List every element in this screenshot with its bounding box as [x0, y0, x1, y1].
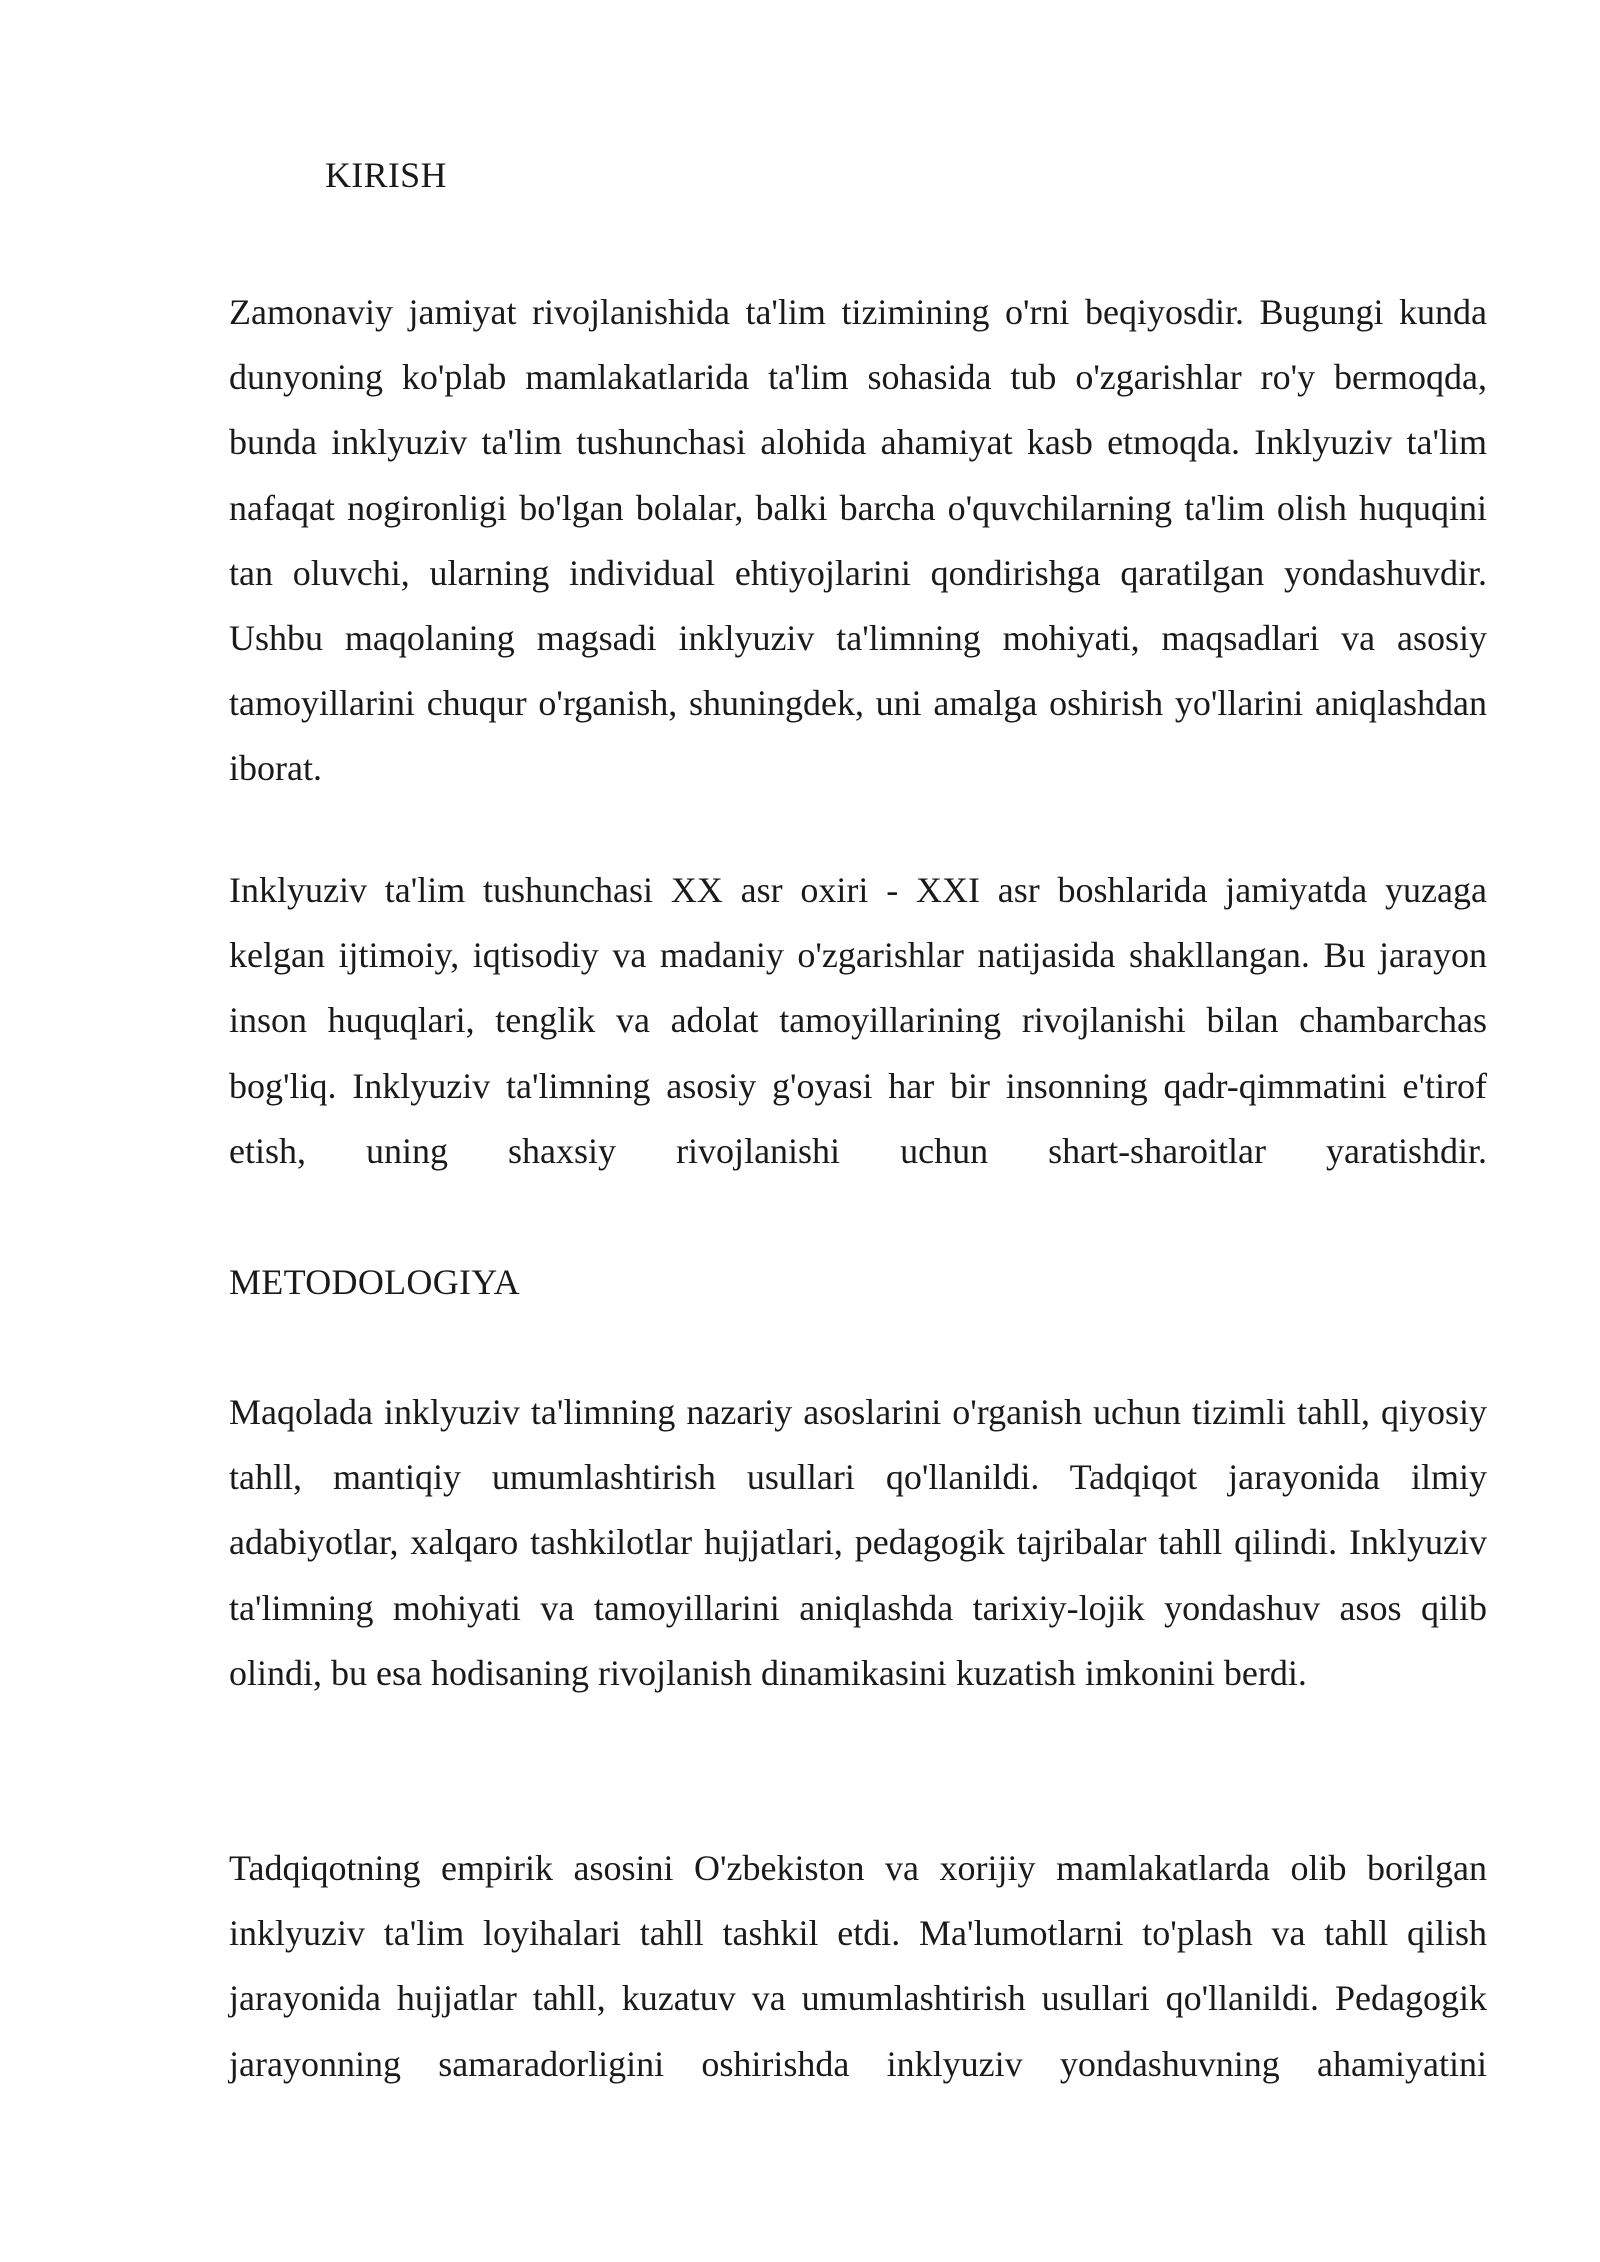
body-paragraph: Tadqiqotning empirik asosini O'zbekiston va xorijiy mamlakatlarda olib borilgan inklyuziv ta'lim loyihalari tahll tashkil etdi. Ma'lumotlarni to'plash va tahll qilish jarayonida hujjatlar tahll, kuzatuv va umumlashtirish usullari qo'llanildi. Pedagogik jarayonning samaradorligini oshirishda inklyuziv yondashuvning ahamiyatini — [229, 1848, 1487, 2084]
body-paragraph: Zamonaviy jamiyat rivojlanishida ta'lim tizimining o'rni beqiyosdir. Bugungi kunda dunyoning ko'plab mamlakatlarida ta'lim sohasida tub o'zgarishlar ro'y bermoqda, bunda inklyuziv ta'lim tushunchasi alohida ahamiyat kasb etmoqda. Inklyuziv ta'lim nafaqat nogironligi bo'lgan bolalar, balki barcha o'quvchilarning ta'lim olish huquqini tan oluvchi, ularning individual ehtiyojlarini qondirishga qaratilgan yondashuvdir. Ushbu maqolaning magsadi inklyuziv ta'limning mohiyati, maqsadlari va asosiy tamoyillarini chuqur o'rganish, shuningdek, uni amalga oshirish yo'llarini aniqlashdan iborat. — [229, 292, 1487, 789]
section-heading-intro: KIRISH — [325, 155, 447, 195]
body-paragraph: Inklyuziv ta'lim tushunchasi XX asr oxiri - XXI asr boshlarida jamiyatda yuzaga kelgan ijtimoiy, iqtisodiy va madaniy o'zgarishlar natijasida shakllangan. Bu jarayon inson huquqlari, tenglik va adolat tamoyillarining rivojlanishi bilan chambarchas bog'liq. Inklyuziv ta'limning asosiy g'oyasi har bir insonning qadr-qimmatini e'tirof etish, uning shaxsiy rivojlanishi uchun shart-sharoitlar yaratishdir. — [229, 870, 1487, 1171]
section-heading-methodology: METODOLOGIYA — [229, 1262, 520, 1302]
body-paragraph: Maqolada inklyuziv ta'limning nazariy asoslarini o'rganish uchun tizimli tahll, qiyosiy tahll, mantiqiy umumlashtirish usullari qo'llanildi. Tadqiqot jarayonida ilmiy adabiyotlar, xalqaro tashkilotlar hujjatlari, pedagogik tajribalar tahll qilindi. Inklyuziv ta'limning mohiyati va tamoyillarini aniqlashda tarixiy-lojik yondashuv asos qilib olindi, bu esa hodisaning rivojlanish dinamikasini kuzatish imkonini berdi. — [229, 1392, 1487, 1693]
